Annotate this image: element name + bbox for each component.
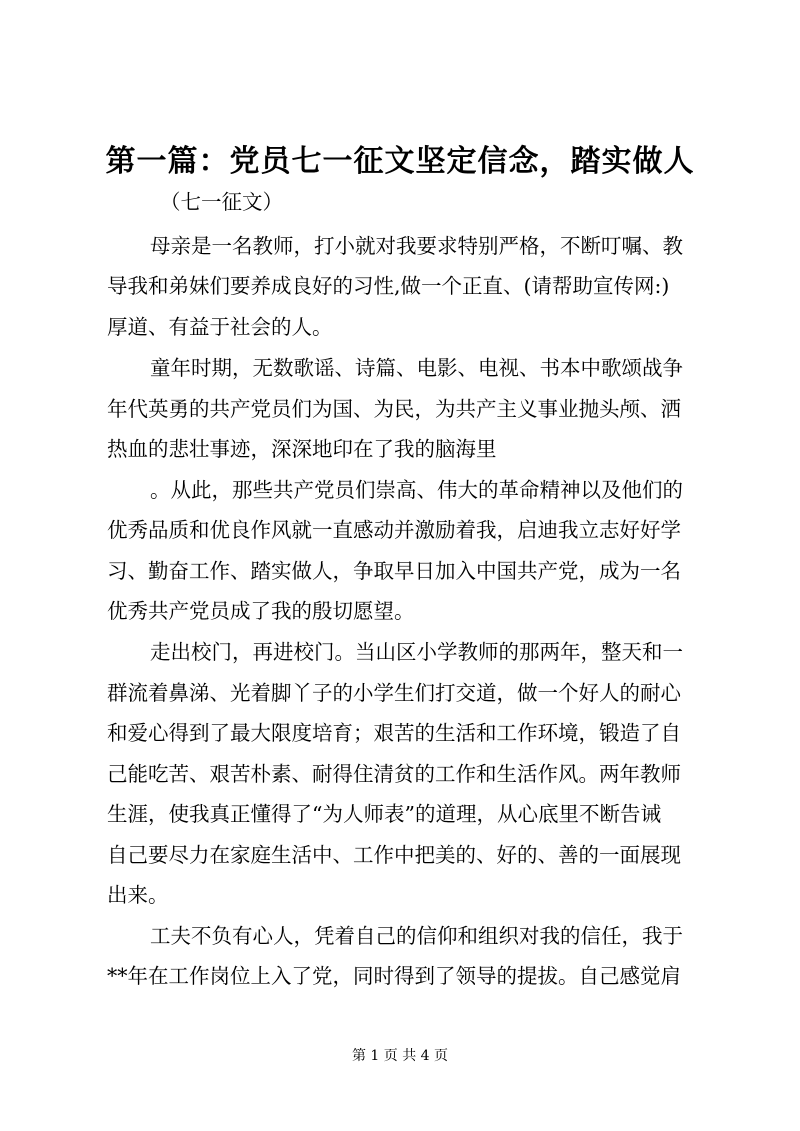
paragraph-line: 和爱心得到了最大限度培育；艰苦的生活和工作环境，锻造了自	[107, 721, 681, 745]
paragraph-line: 年代英勇的共产党员们为国、为民，为共产主义事业抛头颅、洒	[107, 397, 681, 421]
paragraph-line: 。从此，那些共产党员们崇高、伟大的革命精神以及他们的	[150, 478, 683, 502]
paragraph-line: 优秀品质和优良作风就一直感动并激励着我，启迪我立志好好学	[107, 518, 681, 542]
paragraph-line: **年在工作岗位上入了党，同时得到了领导的提拔。自己感觉肩	[107, 964, 681, 988]
paragraph-line: 优秀共产党员成了我的殷切愿望。	[107, 599, 415, 623]
document-title: 第一篇：党员七一征文坚定信念，踏实做人	[105, 144, 695, 179]
paragraph-line: 群流着鼻涕、光着脚丫子的小学生们打交道，做一个好人的耐心	[107, 681, 681, 705]
paragraph-line: 己能吃苦、艰苦朴素、耐得住清贫的工作和生活作风。两年教师	[107, 762, 681, 786]
document-subtitle: （七一征文）	[160, 190, 283, 214]
paragraph-line: 热血的悲壮事迹，深深地印在了我的脑海里	[107, 437, 497, 461]
paragraph-line: 童年时期，无数歌谣、诗篇、电影、电视、书本中歌颂战争	[150, 356, 683, 380]
paragraph-line: 母亲是一名教师，打小就对我要求特别严格，不断叮嘱、教	[150, 234, 683, 258]
paragraph-line: 习、勤奋工作、踏实做人，争取早日加入中国共产党，成为一名	[107, 559, 681, 583]
page-number-footer: 第 1 页 共 4 页	[351, 1048, 449, 1064]
paragraph-line: 生涯，使我真正懂得了“为人师表”的道理，从心底里不断告诫	[107, 802, 661, 826]
paragraph-line: 厚道、有益于社会的人。	[107, 315, 333, 339]
paragraph-line: 走出校门，再进校门。当山区小学教师的那两年，整天和一	[150, 640, 683, 664]
paragraph-line: 自己要尽力在家庭生活中、工作中把美的、好的、善的一面展现	[107, 843, 681, 867]
paragraph-line: 导我和弟妹们要养成良好的习性,做一个正直、(请帮助宣传网:)	[107, 274, 670, 298]
paragraph-line: 出来。	[107, 883, 169, 907]
paragraph-line: 工夫不负有心人，凭着自己的信仰和组织对我的信任，我于	[150, 924, 683, 948]
